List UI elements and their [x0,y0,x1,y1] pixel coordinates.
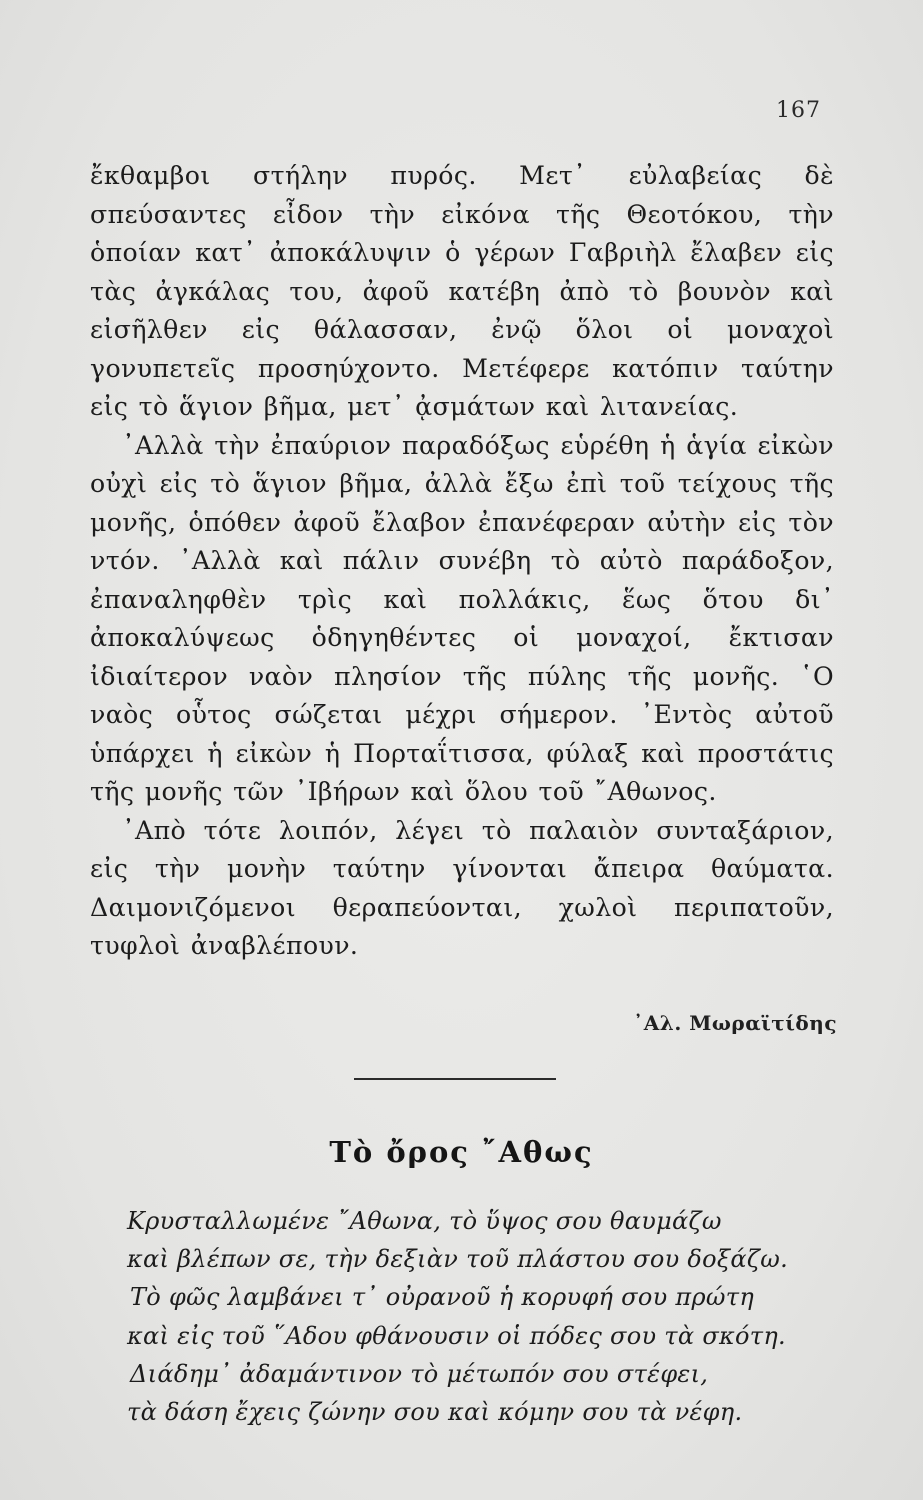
paragraph-3: ᾿Απὸ τότε λοιπόν, λέγει τὸ παλαιὸν συνταξάριον, εἰς τὴν μονὴν ταύτην γίνονται ἄπειρα θαύματα. Δαιμονιζόμενοι θεραπεύονται, χωλοὶ περιπατοῦν, τυφλοὶ ἀναβλέπουν. [90,815,834,960]
poem-line-4: καὶ εἰς τοῦ ῞Αδου φθάνουσιν οἱ πόδες σου τὰ σκότη. [127,1321,786,1350]
poem-line-5: Διάδημ᾽ ἀδαμάντινον τὸ μέτωπόν σου στέφει, [130,1359,709,1388]
paragraph-1: ἔκθαμβοι στήλην πυρός. Μετ᾽ εὐλαβείας δὲ σπεύσαντες εἶδον τὴν εἰκόνα τῆς Θεοτόκου, τὴν ὁποίαν κατ᾽ ἀποκάλυψιν ὁ γέρων Γαβριὴλ ἔλαβεν εἰς τὰς ἀγκάλας του, ἀφοῦ κατέβη ἀπὸ τὸ βουνὸν καὶ εἰσῆλθεν εἰς θάλασσαν, ἐνῷ ὅλοι οἱ μοναχοὶ γονυπετεῖς προσηύχοντο. Μετέφερε κατόπιν ταύτην εἰς τὸ ἅγιον βῆμα, μετ᾽ ᾀσμάτων καὶ λιτανείας. [90,161,834,421]
poem-line-2: καὶ βλέπων σε, τὴν δεξιὰν τοῦ πλάστου σου δοξάζω. [127,1245,789,1274]
poem [0,1202,923,1431]
paragraph-2: ᾿Αλλὰ τὴν ἐπαύριον παραδόξως εὑρέθη ἡ ἁγία εἰκὼν οὐχὶ εἰς τὸ ἅγιον βῆμα, ἀλλὰ ἔξω ἐπὶ τοῦ τείχους τῆς μονῆς, ὁπόθεν ἀφοῦ ἔλαβον ἐπανέφεραν αὐτὴν εἰς τὸν ντόν. ᾿Αλλὰ καὶ πάλιν συνέβη τὸ αὐτὸ παράδοξον, ἐπαναληφθὲν τρὶς καὶ πολλάκις, ἕως ὅτου δι᾽ ἀποκαλύψεως ὁδηγηθέντες οἱ μοναχοί, ἔκτισαν ἰδιαίτερον ναὸν πλησίον τῆς πύλης τῆς μονῆς. ῾Ο ναὸς οὗτος σώζεται μέχρι σήμερον. ᾿Εντὸς αὐτοῦ ὑπάρχει ἡ εἰκὼν ἡ Πορταΐτισσα, φύλαξ καὶ προστάτις τῆς μονῆς τῶν ᾿Ιβήρων καὶ ὅλου τοῦ ῎Αθωνος. [90,430,834,806]
page-number: 167 [776,98,821,123]
poem-line-1: Κρυσταλλωμένε ῎Αθωνα, τὸ ὕψος σου θαυμάζω [127,1207,722,1235]
section-divider [354,1078,556,1080]
poem-line-6: τὰ δάση ἔχεις ζώνην σου καὶ κόμην σου τὰ νέφη. [127,1398,743,1427]
prose-body [90,157,834,966]
author-signature: ᾿Αλ. Μωραϊτίδης [633,1011,837,1035]
poem-title: Τὸ ὄρος ῎Αθως [329,1135,594,1169]
poem-line-3: Τὸ φῶς λαμβάνει τ᾽ οὐρανοῦ ἡ κορυφή σου πρώτη [130,1283,755,1312]
